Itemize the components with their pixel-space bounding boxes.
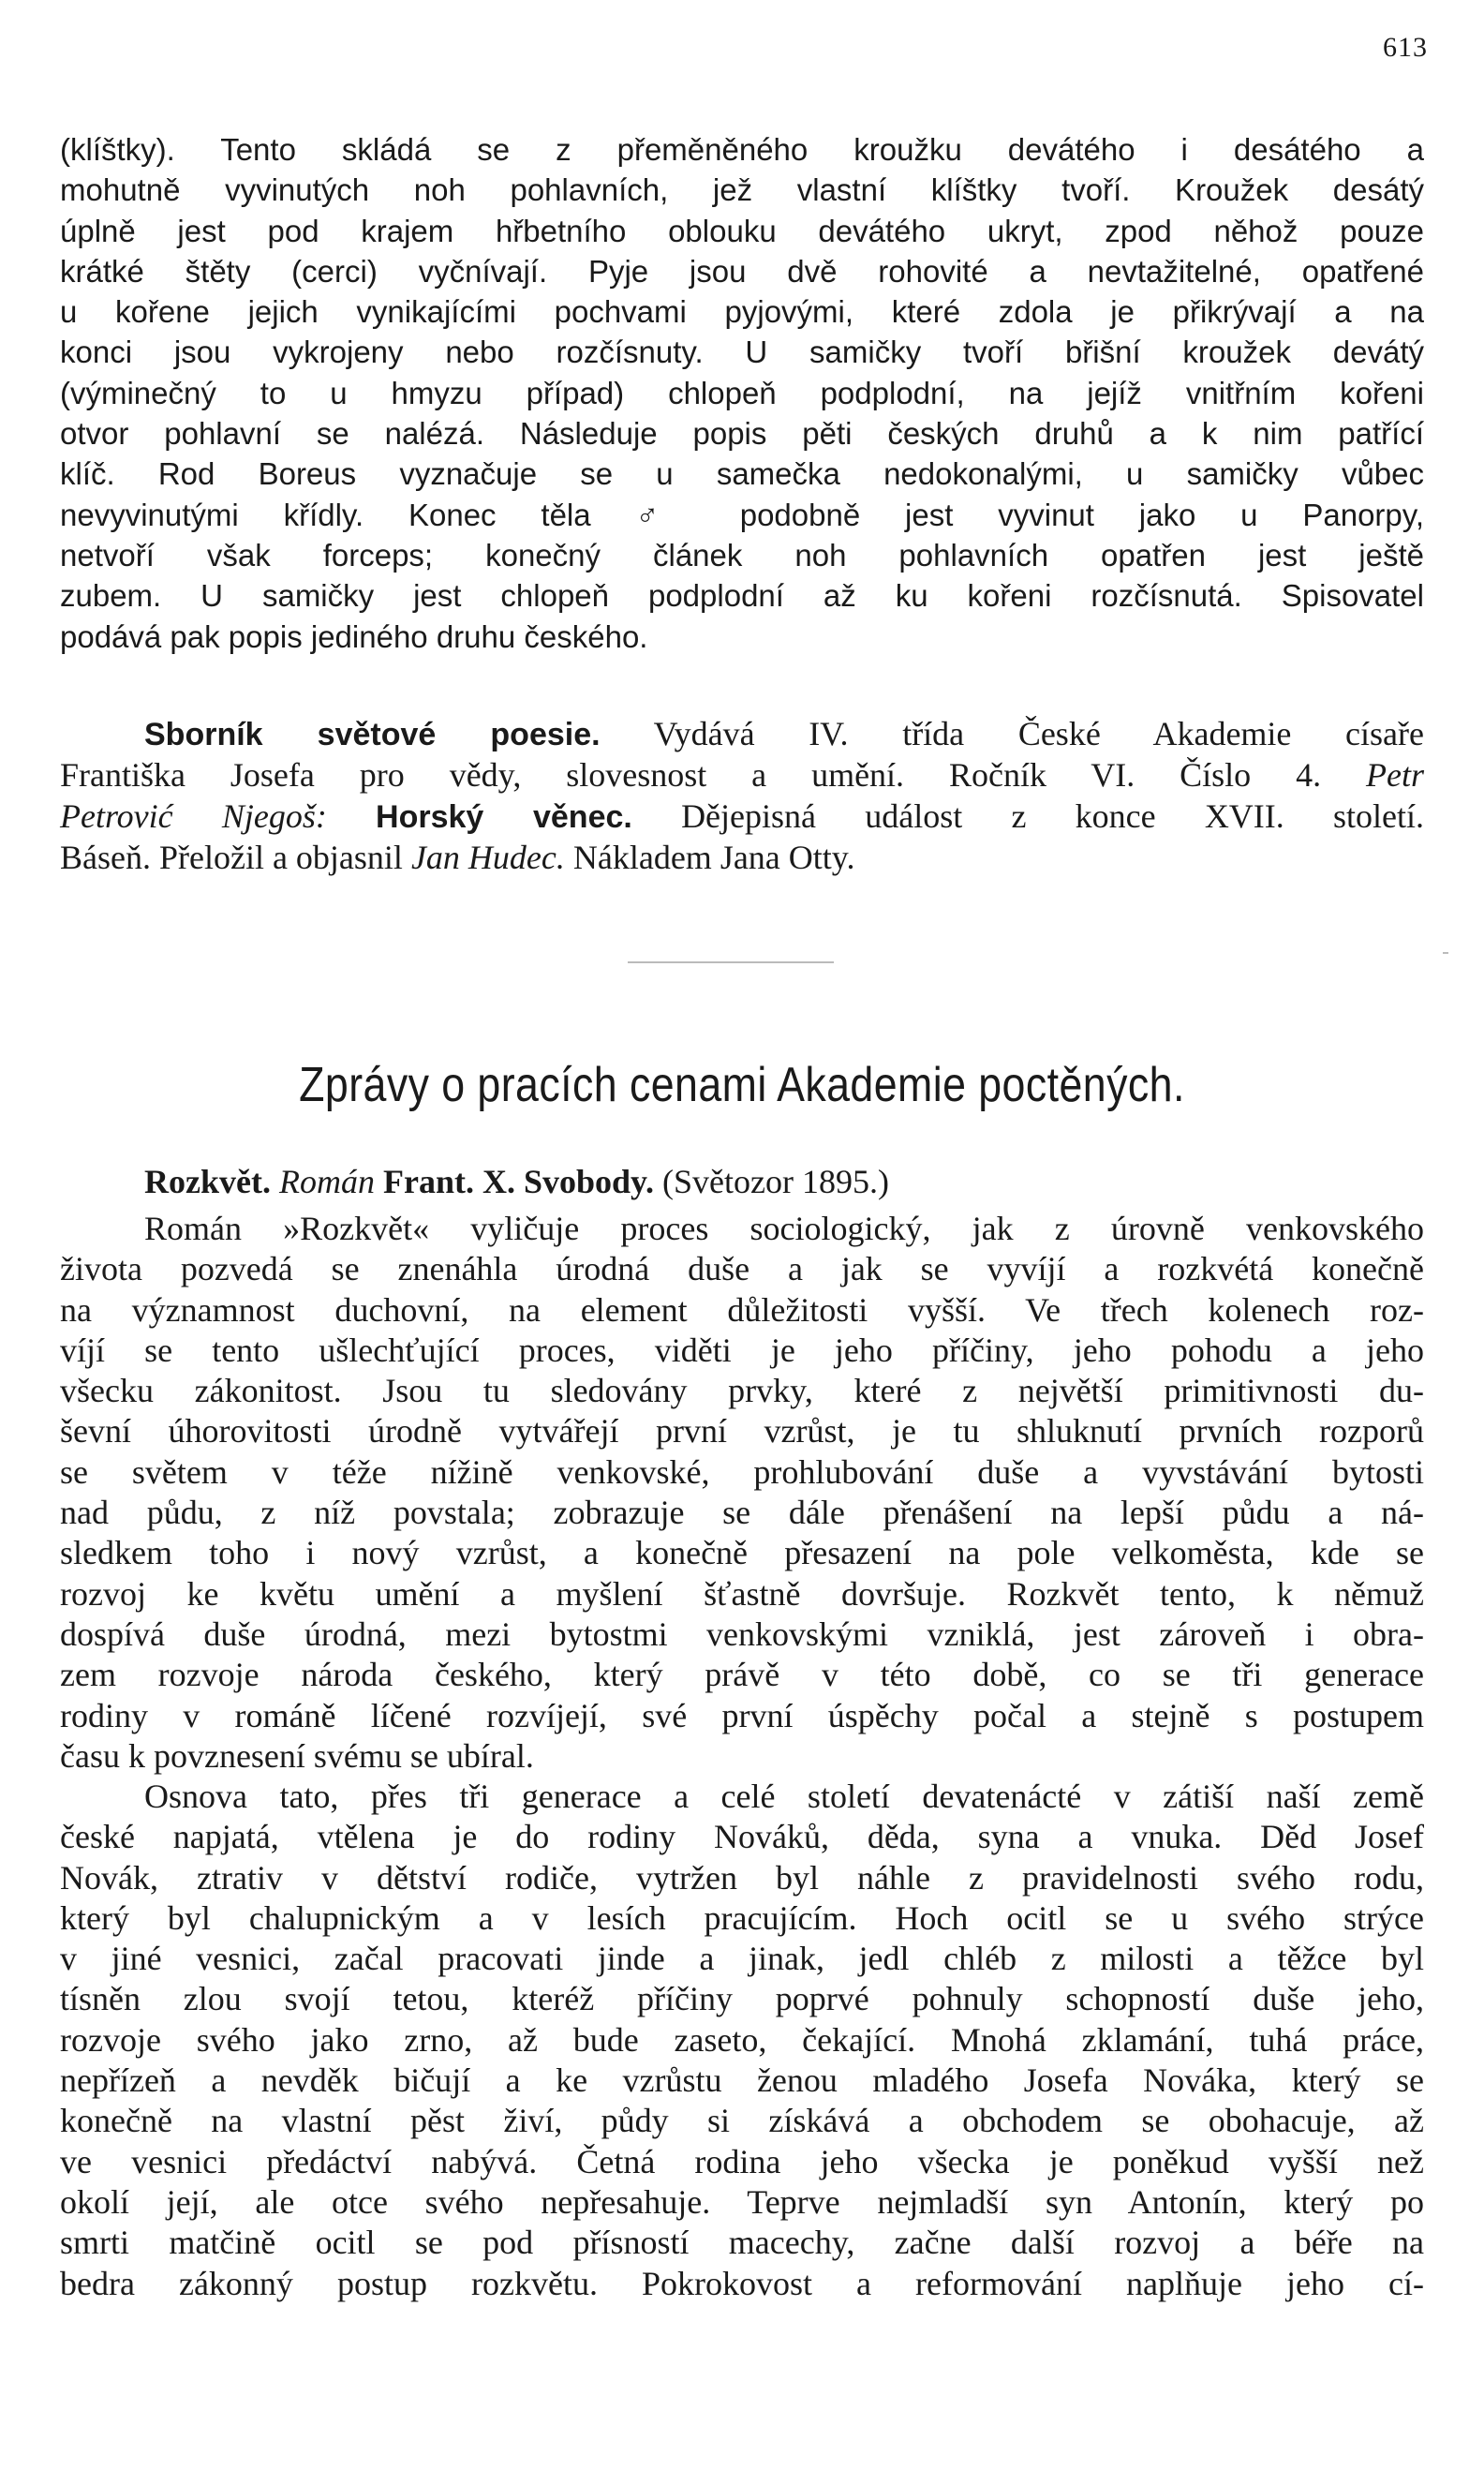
text-line: konečně na vlastní pěst živí, půdy si získává a obchodem se obohacuje, až [60,2102,1424,2140]
notice-translator: Jan Hudec. [410,838,565,876]
text-line: rozvoje svého jako zrno, až bude zaseto, čekající. Mnohá zklamání, tuhá práce, [60,2020,1424,2059]
text-line: mohutně vyvinutých noh pohlavních, jež vlastní klíštky tvoří. Kroužek desátý [60,172,1424,208]
text-line: rodiny v románě líčené rozvíjejí, své první úspěchy počal a stejně s postupem [60,1696,1424,1734]
text-line: krátké štěty (cerci) vyčnívají. Pyje jsou dvě rohovité a nevtažitelné, opatřené [60,253,1424,289]
text-line: konci jsou vykrojeny nebo rozčísnuty. U samičky tvoří břišní kroužek devátý [60,335,1424,370]
review-paragraph-1 [60,1209,1424,1777]
notice-text: Nákladem Jana Otty. [572,838,855,876]
text-line: zubem. U samičky jest chlopeň podplodní až ku kořeni rozčísnutá. Spisovatel [60,578,1424,614]
publication-notice [60,714,1424,878]
text-line: rozvoj ke květu umění a myšlení šťastně dovršuje. Rozkvět tento, k němuž [60,1574,1424,1613]
notice-work-title: Horský věnec. [376,798,632,835]
text-line: sledkem toho i nový vzrůst, a konečně přesazení na pole velkoměsta, kde se [60,1534,1424,1572]
text-line: podává pak popis jediného druhu českého. [60,618,648,654]
text-line: v jiné vesnici, začal pracovati jinde a jinak, jedl chléb z milosti a těžce byl [60,1940,1424,1978]
divider [628,961,834,963]
section1-text [60,129,1424,657]
text-line: klíč. Rod Boreus vyznačuje se u samečka nedokonalými, u samičky vůbec [60,456,1424,492]
review-paragraph-2 [60,1777,1424,2304]
text-line: všecku zákonitost. Jsou tu sledovány prvky, které z největší primitivnosti du- [60,1372,1424,1410]
text-line: (klíštky). Tento skládá se z přeměněného kroužku devátého i desátého a [60,132,1424,167]
text-line: smrti matčině ocitl se pod přísností macechy, začne další rozvoj a béře na [60,2224,1424,2262]
text-line: otvor pohlavní se nalézá. Následuje popis pěti českých druhů a k nim patřící [60,416,1424,452]
notice-title: Sborník světové poesie. [144,717,601,752]
text-line: netvoří však forceps; konečný článek noh pohlavních opatřen jest ještě [60,537,1424,573]
text-line: který byl chalupnickým a v lesích pracujícím. Hoch ocitl se u svého strýce [60,1898,1424,1937]
text-line: u kořene jejich vynikajícími pochvami pyjovými, které zdola je přikrývají a na [60,294,1424,330]
text-line: nevyvinutými křídly. Konec těla ♂ podobně jest vyvinut jako u Panorpy, [60,497,1424,532]
text-line: nepřízeň a nevděk bičují a ke vzrůstu ženou mladého Josefa Nováka, který se [60,2061,1424,2100]
text-line: okolí její, ale otce svého nepřesahuje. Teprve nejmladší syn Antonín, který po [60,2182,1424,2221]
section-heading: Zprávy o pracích cenami Akademie poctěných. [299,1058,1185,1112]
text-line: bedra zákonný postup rozkvětu. Pokrokovost a reformování naplňuje jeho cí- [60,2264,1424,2302]
review-header [60,1162,1424,1202]
text-line: (výminečný to u hmyzu případ) chlopeň podplodní, na jejíž vnitřním kořeni [60,375,1424,410]
text-line: zem rozvoje národa českého, který právě v této době, co se tři generace [60,1656,1424,1694]
page-number: 613 [1383,32,1428,63]
review-title: Rozkvět. [144,1163,271,1200]
text-line: ševní úhorovitosti úrodně vytvářejí první vzrůst, je tu shluknutí prvních rozporů [60,1412,1424,1451]
text-line: české napjatá, vtělena je do rodiny Nováků, děda, syna a vnuka. Děd Josef [60,1818,1424,1856]
text-line: Novák, ztrativ v dětství rodiče, vytržen byl náhle z pravidelnosti svého rodu, [60,1858,1424,1897]
text-line: na významnost duchovní, na element důležitosti vyšší. Ve třech kolenech roz- [60,1290,1424,1329]
review-author: Frant. X. Svobody. [382,1163,655,1200]
text-line: Román »Rozkvět« vyličuje proces sociologický, jak z úrovně venkovského [144,1210,1424,1247]
text-line: tísněn zlou svojí tetou, kteréž příčiny poprvé pohnuly schopností duše jeho, [60,1980,1424,2018]
text-line: úplně jest pod krajem hřbetního oblouku devátého ukryt, zpod něhož pouze [60,213,1424,248]
text-line: dospívá duše úrodná, mezi bytostmi venkovskými vzniklá, jest zároveň i obra- [60,1614,1424,1653]
text-line: nad půdu, z níž povstala; zobrazuje se dále přenášení na lepší půdu a ná- [60,1494,1424,1532]
divider-mark [1443,952,1448,954]
text-line: života pozvedá se znenáhla úrodná duše a jak se vyvíjí a rozkvétá konečně [60,1250,1424,1288]
notice-text: Vydává IV. třída České Akademie císaře [653,715,1424,752]
text-line: se světem v téže nížině venkovské, prohlubování duše a vyvstávání bytosti [60,1452,1424,1491]
notice-text: Dějepisná událost z konce XVII. století. [681,796,1424,835]
review-source: (Světozor 1895.) [662,1163,889,1200]
review-genre: Román [278,1163,375,1200]
text-line: ve vesnici předáctví nabývá. Četná rodina jeho všecka je poněkud vyšší než [60,2142,1424,2180]
text-line: Osnova tato, přes tři generace a celé století devatenácté v zátiší naší země [144,1778,1424,1815]
text-line: víjí se tento ušlechťující proces, viděti je jeho příčiny, jeho pohodu a jeho [60,1331,1424,1369]
notice-text: Báseň. Přeložil a objasnil [60,838,403,876]
text-line: času k povznesení svému se ubíral. [60,1736,534,1775]
notice-author: Petrović Njegoš: [60,796,327,835]
notice-text: Františka Josefa pro vědy, slovesnost a umění. Ročník VI. Číslo 4. [60,756,1322,795]
notice-author: Petr [1366,756,1424,795]
